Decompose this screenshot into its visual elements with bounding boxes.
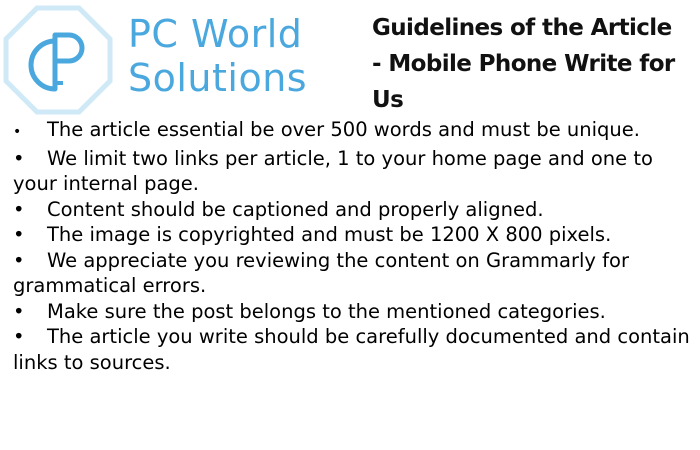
- title-line-2: - Mobile Phone Write for: [372, 51, 675, 77]
- cp-monogram-octagon-icon: [3, 5, 113, 115]
- brand-line-1: PC World: [128, 12, 303, 56]
- bullet: •: [13, 197, 25, 221]
- guidelines-list: [13, 117, 693, 375]
- bullet: •: [13, 325, 25, 348]
- list-item-text: We limit two links per article, 1 to your home page and one to your internal page.: [13, 146, 653, 195]
- list-item: [13, 117, 693, 146]
- title-line-3: Us: [372, 87, 404, 113]
- list-item: [13, 222, 693, 248]
- list-item-text: Content should be captioned and properly aligned.: [47, 197, 544, 221]
- brand-name: [128, 12, 307, 100]
- title-line-1: Guidelines of the Article: [372, 15, 672, 41]
- bullet: •: [13, 146, 25, 170]
- list-item: [13, 324, 693, 375]
- list-item: [13, 197, 693, 223]
- bullet: •: [13, 223, 25, 246]
- list-item-text: The article essential be over 500 words and must be unique.: [47, 118, 640, 141]
- brand-line-2: Solutions: [128, 56, 308, 100]
- page-title: [372, 10, 694, 118]
- list-item: [13, 248, 693, 299]
- bullet: •: [13, 124, 22, 140]
- list-item-text: Make sure the post belongs to the mentioned categories.: [47, 299, 606, 323]
- list-item: [13, 146, 693, 197]
- bullet: •: [13, 299, 25, 323]
- list-item-text: The article you write should be carefully documented and contain links to sources.: [13, 325, 690, 374]
- bullet: •: [13, 248, 25, 272]
- list-item: [13, 299, 693, 325]
- list-item-text: The image is copyrighted and must be 1200 X 800 pixels.: [47, 223, 612, 246]
- list-item-text: We appreciate you reviewing the content on Grammarly for grammatical errors.: [13, 248, 629, 297]
